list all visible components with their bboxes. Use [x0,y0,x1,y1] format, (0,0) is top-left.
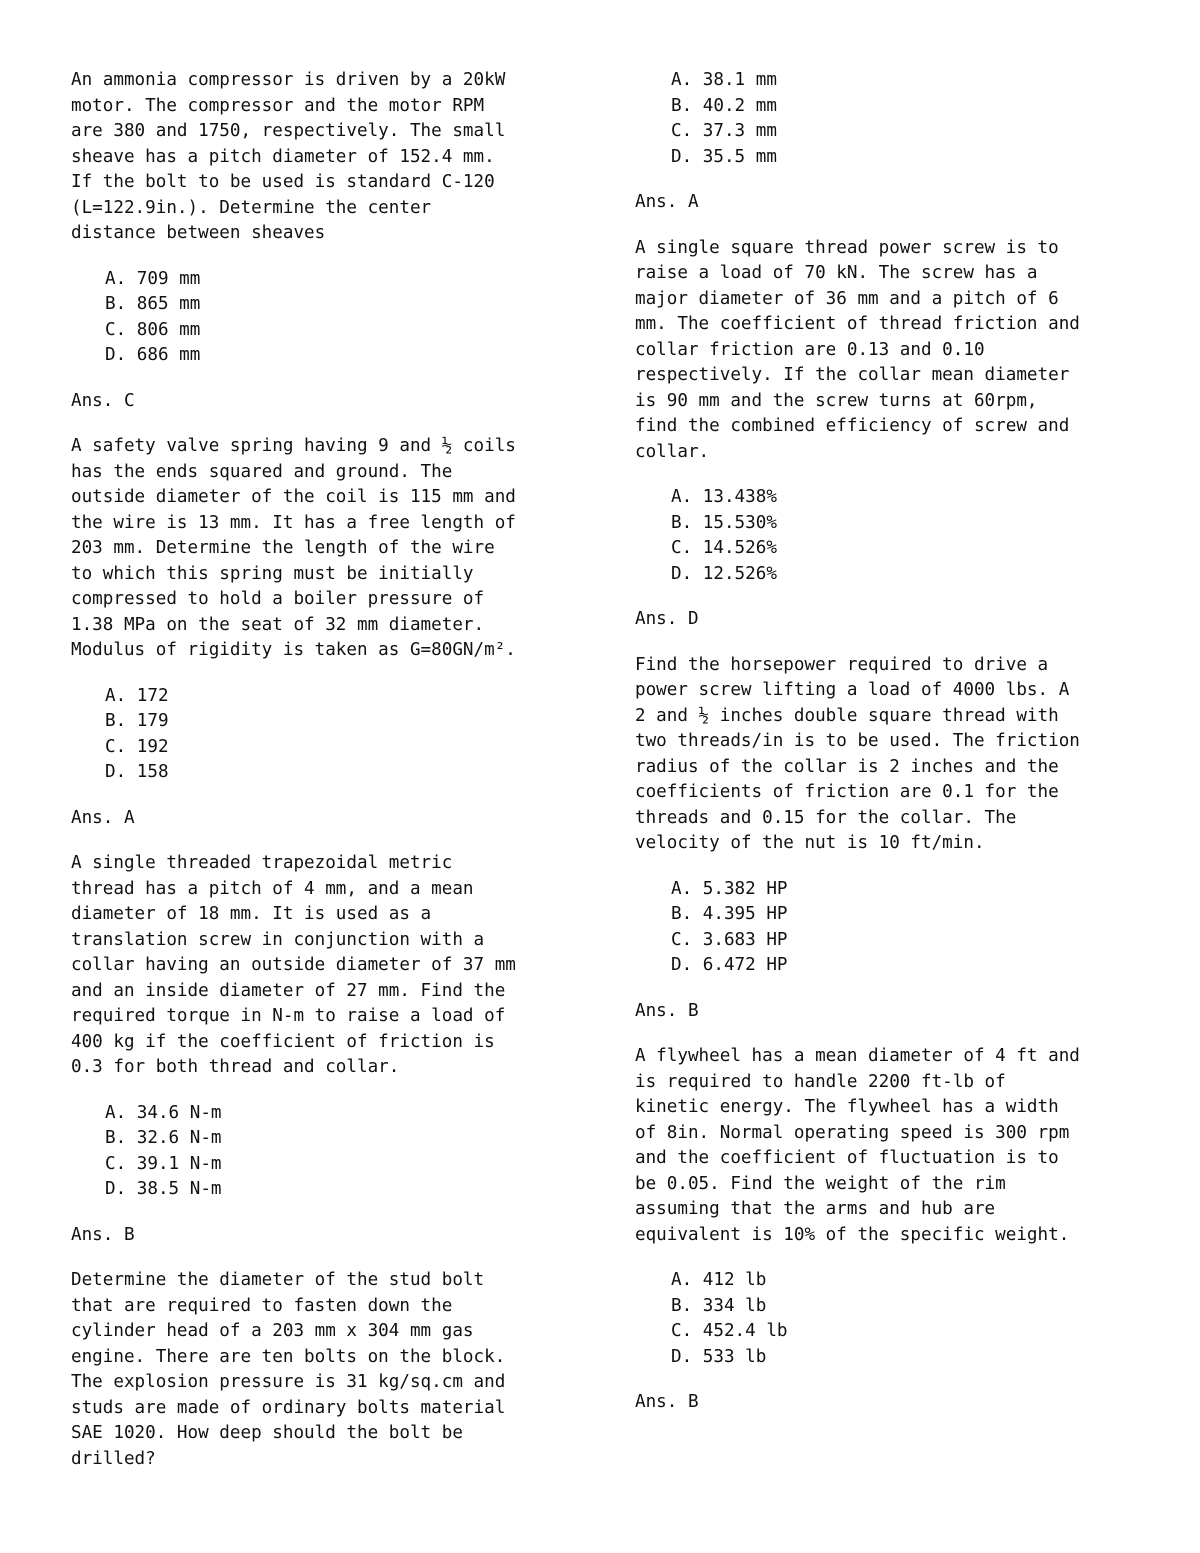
question-2-option-c: C. 192 [105,736,169,757]
left-column [71,68,591,1492]
question-6-option-c: C. 3.683 HP [671,929,788,950]
question-6-option-b: B. 4.395 HP [671,904,788,924]
question-7-option-c: C. 452.4 lb [671,1321,788,1341]
question-2-option-b: B. 179 [105,711,169,731]
question-4-text: Determine the diameter of the stud bolt that are required to fasten down the cylinder head of a 203 mm x 304 mm gas engine. There are ten bolts on the block. The explosion pressure is 31 kg/sq.cm and studs are made of ordinary bolts material SAE 1020. How deep should the bolt be drilled? [71,1270,506,1469]
question-2-options [71,684,591,786]
question-3-option-b: B. 32.6 N-m [105,1128,222,1148]
question-7-text: A flywheel has a mean diameter of 4 ft and is required to handle 2200 ft-lb of kinetic energy. The flywheel has a width of 8in. Normal operating speed is 300 rpm and the coefficient of fluctuation is to be 0.05. Find the weight of the rim assuming that the arms and hub are equivalent is 10% of the specific weight. [635,1046,1080,1245]
question-7-option-a: A. 412 lb [671,1270,767,1290]
question-7-answer: Ans. B [635,1392,699,1412]
question-7-option-b: B. 334 lb [671,1295,767,1316]
question-7-options [635,1268,1175,1370]
question-4-options [635,68,1175,170]
question-6-option-d: D. 6.472 HP [671,955,788,975]
question-2-option-d: D. 158 [105,762,169,782]
question-5-option-a: A. 13.438% [671,487,777,507]
question-1-option-c: C. 806 mm [105,319,201,340]
right-column [635,68,1175,1436]
question-2-option-a: A. 172 [105,685,169,706]
question-1-text: An ammonia compressor is driven by a 20kW motor. The compressor and the motor RPM are 380 and 1750, respectively. The small sheave has a pitch diameter of 152.4 mm. If the bolt to be used is standard C-120 (L=122.9in.). Determine the center distance between sheaves [71,70,506,243]
question-6-options [635,877,1175,979]
question-6-text: Find the horsepower required to drive a power screw lifting a load of 4000 lbs. A 2 and ½ inches double square thread with two threads/in is to be used. The friction radius of the collar is 2 inches and the coefficients of friction are 0.1 for the threads and 0.15 for the collar. The velocity of the nut is 10 ft/min. [635,654,1080,853]
question-5-option-c: C. 14.526% [671,538,777,558]
question-5-option-d: D. 12.526% [671,563,777,584]
question-2-text: A safety valve spring having 9 and ½ coils has the ends squared and ground. The outside diameter of the coil is 115 mm and the wire is 13 mm. It has a free length of 203 mm. Determine the length of the wire to which this spring must be initially compressed to hold a boiler pressure of 1.38 MPa on the seat of 32 mm diameter. Modulus of rigidity is taken as G=80GN/m². [71,436,516,660]
question-5-answer: Ans. D [635,609,699,629]
question-7-option-d: D. 533 lb [671,1346,767,1367]
question-1-option-d: D. 686 mm [105,345,201,365]
question-1-options [71,267,591,369]
question-3-option-a: A. 34.6 N-m [105,1102,222,1123]
question-1-option-b: B. 865 mm [105,294,201,314]
question-6-answer: Ans. B [635,1000,699,1021]
question-2-answer: Ans. A [71,807,135,828]
question-4-option-b: B. 40.2 mm [671,95,777,116]
question-3-option-d: D. 38.5 N-m [105,1179,222,1199]
question-5-options [635,485,1175,587]
question-3-option-c: C. 39.1 N-m [105,1153,222,1174]
question-5-option-b: B. 15.530% [671,512,777,533]
question-5-text: A single square thread power screw is to raise a load of 70 kN. The screw has a major diameter of 36 mm and a pitch of 6 mm. The coefficient of thread friction and collar friction are 0.13 and 0.10 respectively. If the collar mean diameter is 90 mm and the screw turns at 60rpm, find the combined efficiency of screw and collar. [635,237,1080,462]
question-3-options [71,1101,591,1203]
question-4-option-d: D. 35.5 mm [671,146,777,167]
question-4-option-c: C. 37.3 mm [671,121,777,141]
question-3-text: A single threaded trapezoidal metric thread has a pitch of 4 mm, and a mean diameter of 18 mm. It is used as a translation screw in conjunction with a collar having an outside diameter of 37 mm and an inside diameter of 27 mm. Find the required torque in N-m to raise a load of 400 kg if the coefficient of friction is 0.3 for both thread and collar. [71,853,516,1077]
question-4-option-a: A. 38.1 mm [671,70,777,90]
question-1-answer: Ans. C [71,390,135,411]
question-1-option-a: A. 709 mm [105,268,201,289]
question-3-answer: Ans. B [71,1224,135,1245]
question-4-answer: Ans. A [635,192,699,212]
question-6-option-a: A. 5.382 HP [671,878,788,899]
